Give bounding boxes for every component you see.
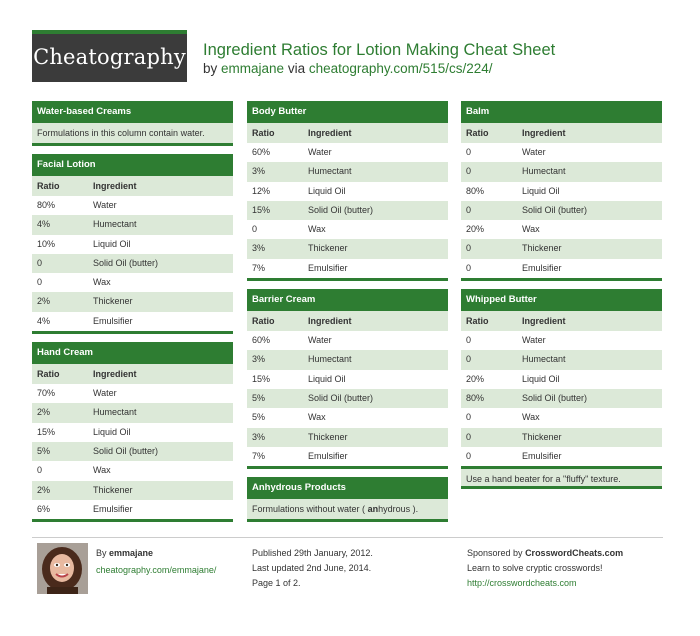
section-note: Use a hand beater for a "fluffy" texture. [461,466,662,486]
ingredient-cell: Liquid Oil [522,185,560,196]
table-row [32,292,233,311]
footer-by-label: By [96,548,107,558]
ingredient-cell: Solid Oil (butter) [308,392,374,403]
ingredient-cell: Humectant [93,407,137,418]
table-row [461,220,662,239]
ratio-cell: 60% [252,147,271,157]
table-row [32,423,233,442]
ingredient-cell: Emulsifier [308,450,348,461]
col-ingredient-header: Ingredient [93,369,137,380]
ingredient-cell: Wax [308,412,326,423]
section-balm [461,101,662,281]
ingredient-cell: Humectant [308,166,352,177]
table-header [461,123,662,143]
column-1 [32,101,233,530]
ratio-cell: 4% [37,315,51,326]
col-ingredient-header: Ingredient [308,316,352,327]
table-row [247,182,448,201]
table-row [461,182,662,201]
table-header [32,364,233,384]
logo-text: Cheatography [33,45,186,69]
col-ingredient-header: Ingredient [522,316,566,327]
ratio-cell: 20% [466,224,485,235]
ingredient-cell: Liquid Oil [308,373,346,384]
ratio-cell: 0 [466,204,472,215]
page-title: Ingredient Ratios for Lotion Making Cheat Sheet [203,41,556,59]
section-body-butter [247,101,448,281]
ratio-cell: 5% [252,392,266,403]
ingredient-cell: Thickener [522,243,562,254]
col-ratio-header: Ratio [37,369,60,380]
by-label: by [203,61,218,76]
table-row [32,215,233,234]
ingredient-cell: Liquid Oil [522,373,560,384]
ratio-cell: 15% [37,426,56,437]
table-row [247,447,448,466]
ingredient-cell: Emulsifier [522,450,562,461]
logo[interactable] [32,30,187,82]
table-row [247,370,448,389]
section-title: Whipped Butter [461,289,662,311]
ratio-cell: 20% [466,373,485,384]
footer-divider [32,537,663,538]
ingredient-cell: Wax [522,224,540,235]
ingredient-cell: Emulsifier [308,262,348,273]
ratio-cell: 0 [252,224,258,235]
table-row [32,384,233,403]
table-row [32,273,233,292]
col-ingredient-header: Ingredient [93,181,137,191]
ingredient-cell: Liquid Oil [93,238,131,249]
ratio-cell: 2% [37,484,51,495]
author-avatar [37,543,88,594]
col-ingredient-header: Ingredient [308,128,352,138]
table-row [247,143,448,162]
ratio-cell: 60% [252,335,271,346]
sponsored-label: Sponsored by [467,548,523,558]
ingredient-cell: Solid Oil (butter) [522,392,588,403]
table-row [247,389,448,408]
table-row [461,259,662,278]
section-title: Water-based Creams [32,101,233,123]
ingredient-cell: Wax [308,224,326,235]
updated-date: Last updated 2nd June, 2014. [252,563,372,573]
ingredient-cell: Water [308,147,332,157]
author-link[interactable]: emmajane [221,61,285,76]
ingredient-cell: Thickener [308,431,348,442]
table-row [461,201,662,220]
table-row [32,235,233,254]
ratio-cell: 0 [37,257,43,268]
ingredient-cell: Humectant [522,166,566,177]
note-bold: an [367,504,379,515]
table-header [32,176,233,196]
table-row [32,403,233,422]
table-row [247,331,448,350]
table-row [32,196,233,215]
ingredient-cell: Emulsifier [93,503,133,514]
col-ratio-header: Ratio [37,181,60,191]
ratio-cell: 7% [252,262,266,273]
ingredient-cell: Wax [93,277,111,288]
col-ingredient-header: Ingredient [522,128,566,138]
ratio-cell: 3% [252,354,266,365]
ingredient-cell: Solid Oil (butter) [522,204,588,215]
ratio-cell: 0 [466,262,472,273]
sponsor-name: CrosswordCheats.com [525,548,624,558]
byline [203,61,492,76]
section-facial-lotion [32,154,233,334]
col-ratio-header: Ratio [466,316,489,327]
ingredient-cell: Humectant [308,354,352,365]
page-number: Page 1 of 2. [252,578,301,588]
table-row [32,461,233,480]
ingredient-cell: Solid Oil (butter) [308,204,374,215]
section-note [247,499,448,519]
sheet-url-link[interactable]: cheatography.com/515/cs/224/ [308,61,493,76]
ratio-cell: 0 [466,166,472,177]
ingredient-cell: Water [93,200,117,210]
ratio-cell: 15% [252,373,271,384]
ingredient-cell: Water [308,335,332,346]
note-pre: Formulations without water ( [252,504,366,515]
ratio-cell: 80% [466,392,485,403]
table-header [461,311,662,331]
table-row [32,481,233,500]
ingredient-cell: Water [522,335,546,346]
ratio-cell: 0 [466,243,472,254]
column-2 [247,101,448,530]
section-note: Formulations in this column contain water. [32,123,233,143]
table-row [247,220,448,239]
ingredient-cell: Water [93,388,117,399]
footer-author [96,546,216,578]
sponsor-tagline: Learn to solve cryptic crosswords! [467,563,603,573]
ingredient-cell: Wax [93,465,111,476]
table-row [32,500,233,519]
table-row [461,389,662,408]
ratio-cell: 3% [252,166,266,177]
section-title: Body Butter [247,101,448,123]
ratio-cell: 15% [252,204,271,215]
ingredient-cell: Emulsifier [522,262,562,273]
ingredient-cell: Humectant [93,219,137,230]
ingredient-cell: Emulsifier [93,315,133,326]
table-row [32,312,233,331]
ratio-cell: 7% [252,450,266,461]
footer-author-name: emmajane [109,548,154,558]
table-row [247,350,448,369]
table-row [247,239,448,258]
table-row [247,162,448,181]
section-anhydrous-products [247,477,448,522]
via-label: via [287,61,306,76]
ingredient-cell: Wax [522,412,540,423]
ratio-cell: 3% [252,431,266,442]
ratio-cell: 3% [252,243,266,254]
note-post: hydrous ). [378,504,419,515]
ingredient-cell: Water [522,147,546,157]
table-row [247,408,448,427]
ingredient-cell: Humectant [522,354,566,365]
table-row [461,447,662,466]
ratio-cell: 0 [37,465,43,476]
col-ratio-header: Ratio [252,316,275,327]
column-3 [461,101,662,497]
sponsor-link[interactable]: http://crosswordcheats.com [467,578,577,588]
ratio-cell: 0 [466,450,472,461]
ratio-cell: 5% [37,445,51,456]
section-hand-cream [32,342,233,522]
ingredient-cell: Liquid Oil [93,426,131,437]
ratio-cell: 0 [37,277,43,288]
ratio-cell: 4% [37,219,51,230]
table-row [461,143,662,162]
table-header [247,311,448,331]
ratio-cell: 0 [466,354,472,365]
table-header [247,123,448,143]
published-date: Published 29th January, 2012. [252,548,373,558]
table-row [247,259,448,278]
ingredient-cell: Thickener [93,484,133,495]
ratio-cell: 0 [466,147,472,157]
table-row [461,370,662,389]
ratio-cell: 12% [252,185,271,196]
section-barrier-cream [247,289,448,469]
ratio-cell: 0 [466,412,472,423]
table-row [461,428,662,447]
ingredient-cell: Thickener [308,243,348,254]
table-row [461,162,662,181]
ratio-cell: 5% [252,412,266,423]
col-ratio-header: Ratio [252,128,275,138]
ratio-cell: 10% [37,238,56,249]
ratio-cell: 2% [37,407,51,418]
section-title: Balm [461,101,662,123]
col-ratio-header: Ratio [466,128,489,138]
table-row [461,239,662,258]
table-row [461,350,662,369]
footer-author-link[interactable]: cheatography.com/emmajane/ [96,565,217,575]
table-row [461,331,662,350]
ingredient-cell: Solid Oil (butter) [93,257,159,268]
section-title: Anhydrous Products [247,477,448,499]
ratio-cell: 6% [37,503,51,514]
ingredient-cell: Solid Oil (butter) [93,445,159,456]
section-title: Barrier Cream [247,289,448,311]
table-row [461,408,662,427]
ingredient-cell: Thickener [522,431,562,442]
footer-sponsor [467,546,623,591]
table-row [32,254,233,273]
ratio-cell: 80% [466,185,485,196]
footer-dates [252,546,373,591]
ratio-cell: 0 [466,431,472,442]
ratio-cell: 80% [37,200,56,210]
ratio-cell: 70% [37,388,56,399]
table-row [247,201,448,220]
table-row [247,428,448,447]
table-row [32,442,233,461]
ingredient-cell: Thickener [93,296,133,307]
avatar-portrait-icon [37,543,88,594]
section-title: Hand Cream [32,342,233,364]
ratio-cell: 0 [466,335,472,346]
ratio-cell: 2% [37,296,51,307]
section-title: Facial Lotion [32,154,233,176]
section-whipped-butter [461,289,662,489]
ingredient-cell: Liquid Oil [308,185,346,196]
section-water-based-creams [32,101,233,146]
